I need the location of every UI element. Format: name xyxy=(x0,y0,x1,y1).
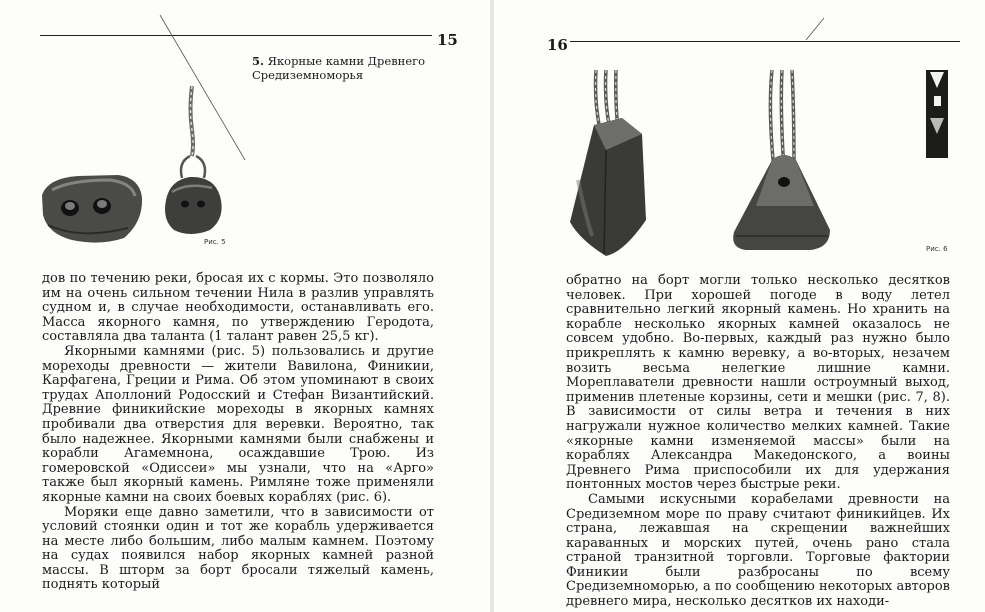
paragraph: дов по течению реки, бросая их с кормы. Это позволяло им на очень сильном течении Нила в разлив управлять судном и, в случае необходимости, останавливать его. Масса якорного камня, по утверждению Геродота, составляла два таланта (1 талант равен 25,5 кг). xyxy=(42,271,434,345)
paragraph: Моряки еще давно заметили, что в зависимости от условий стоянки один и тот же корабль удерживается на месте либо большим, либо малым камнем. Поэтому на судах появился набор якорных камней разной массы. В шторм за борт бросали тяжелый камень, поднять который xyxy=(42,504,434,593)
paragraph: Самыми искусными корабелами древности на Средиземном море по праву считают финикийцев. Их страна, лежавшая на скрещении важнейших караванных и морских путей, очень рано стала страной транзитной торговли. Торговые фактории Финикии были разбросаны по всему Средиземноморью, а по сообщению некоторых авторов древнего мира, несколько десятков их находи- xyxy=(566,491,950,610)
triangular-weight-image xyxy=(733,70,830,250)
left-page xyxy=(0,0,490,612)
figure-label: Рис. 6 xyxy=(926,245,948,253)
page-number: 15 xyxy=(437,31,458,49)
figure-label: Рис. 5 xyxy=(204,238,226,246)
left-body-text xyxy=(42,272,434,593)
paragraph: Якорными камнями (рис. 5) пользовались и другие мореходы древности — жители Вавилона, Финикии, Карфагена, Греции и Рима. Об этом упоминают в своих трудах Аполлоний Родосский и Стефан Византийский. Древние финикийские мореходы в якорных камнях пробивали два отверстия для веревки. Вероятно, так было надежнее. Якорными камнями были снабжены и корабли Агамемнона, осаждавшие Трою. Из гомеровской «Одиссеи» мы узнали, что на «Арго» также был якорный камень. Римляне тоже применяли якорные камни на своих боевых кораблях (рис. 6). xyxy=(42,343,434,505)
page-number: 16 xyxy=(547,36,568,54)
pyramid-weight-image xyxy=(570,70,646,256)
reference-strip-image xyxy=(926,70,948,158)
anchor-weights-illustration xyxy=(494,0,985,270)
right-body-text xyxy=(566,274,950,610)
paragraph: обратно на борт могли только несколько десятков человек. При хорошей погоде в воду летел сравнительно легкий якорный камень. Но хранить на корабле несколько якорных камней оказалось не совсем удобно. Во-первых, каждый раз нужно было прикреплять к камню веревку, а во-вторых, незачем возить весьма нелегкие лишние камни. Мореплаватели древности нашли остроумный выход, применив плетеные корзины, сети и мешки (рис. 7, 8). В зависимости от силы ветра и течения в них нагружали нужное количество мелких камней. Такие «якорные камни изменяемой массы» были на кораблях Александра Македонского, а воины Древнего Рима приспособили их для удержания понтонных мостов через быстрые реки. xyxy=(566,273,950,493)
caption-number: 5. xyxy=(252,54,265,68)
right-page xyxy=(494,0,985,612)
two-hole-stone-image xyxy=(42,175,142,243)
anchor-stones-illustration xyxy=(0,0,490,270)
caption-title: Якорные камни Древнего Средиземноморья xyxy=(252,54,426,82)
rope-stone-image xyxy=(165,86,222,234)
